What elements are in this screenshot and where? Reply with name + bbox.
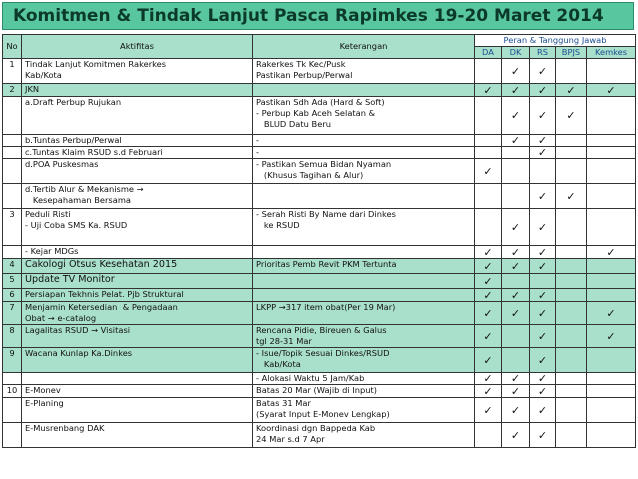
table-row	[3, 135, 636, 147]
cell-role-bpjs	[556, 398, 587, 423]
cell-line: Batas 20 Mar (Wajib di Input)	[256, 385, 377, 395]
cell-line: Obat → e-catalog	[25, 313, 97, 323]
table-row	[3, 184, 636, 209]
cell-line: c.Tuntas Klaim RSUD s.d Februari	[25, 147, 163, 157]
header-row	[3, 35, 636, 47]
check-icon: ✓	[537, 189, 548, 203]
check-icon: ✓	[510, 134, 521, 147]
check-icon: ✓	[483, 83, 493, 97]
cell-role-bpjs	[556, 289, 587, 302]
cell-role-kemkes	[587, 373, 636, 385]
cell-role-dk	[502, 59, 530, 84]
cell-keterangan	[253, 302, 475, 325]
cell-role-da	[475, 398, 502, 423]
check-icon: ✓	[537, 134, 548, 147]
check-icon: ✓	[537, 403, 548, 417]
cell-role-dk	[502, 184, 530, 209]
check-icon: ✓	[537, 109, 548, 122]
table-row	[3, 84, 636, 97]
cell-aktifitas	[22, 84, 253, 97]
cell-no	[3, 147, 22, 159]
check-icon: ✓	[483, 274, 493, 288]
cell-line: Prioritas Pemb Revit PKM Tertunta	[256, 259, 397, 269]
cell-line: Kesepahaman Bersama	[25, 195, 132, 205]
cell-role-bpjs	[556, 159, 587, 184]
cell-aktifitas	[22, 184, 253, 209]
check-icon: ✓	[483, 306, 493, 320]
cell-line: Rencana Pidie, Bireuen & Galus	[256, 325, 387, 335]
table-row	[3, 274, 636, 289]
cell-aktifitas	[22, 289, 253, 302]
cell-no: 2	[3, 84, 22, 97]
cell-role-rs	[530, 274, 556, 289]
header-role-da: DA	[475, 47, 502, 59]
table-row	[3, 373, 636, 385]
table-row	[3, 259, 636, 274]
cell-role-da	[475, 385, 502, 398]
cell-keterangan	[253, 274, 475, 289]
cell-no: 8	[3, 325, 22, 348]
cell-keterangan	[253, 159, 475, 184]
cell-line: Tindak Lanjut Komitmen Rakerkes	[25, 59, 167, 69]
check-icon: ✓	[510, 372, 521, 385]
cell-aktifitas	[22, 259, 253, 274]
table-row	[3, 302, 636, 325]
cell-aktifitas	[22, 59, 253, 84]
cell-role-bpjs	[556, 209, 587, 246]
cell-role-da	[475, 259, 502, 274]
cell-keterangan	[253, 184, 475, 209]
cell-aktifitas	[22, 325, 253, 348]
cell-role-kemkes	[587, 135, 636, 147]
cell-role-bpjs	[556, 259, 587, 274]
cell-aktifitas	[22, 373, 253, 385]
cell-role-da	[475, 246, 502, 259]
check-icon: ✓	[483, 372, 493, 385]
table-row	[3, 398, 636, 423]
table-row	[3, 97, 636, 135]
cell-role-da	[475, 147, 502, 159]
table-row	[3, 385, 636, 398]
cell-keterangan	[253, 385, 475, 398]
check-icon: ✓	[510, 220, 521, 234]
cell-role-da	[475, 373, 502, 385]
cell-role-dk	[502, 398, 530, 423]
cell-line: tgl 28-31 Mar	[256, 336, 312, 346]
cell-line: Peduli Risti	[25, 209, 71, 219]
cell-role-da	[475, 84, 502, 97]
cell-role-kemkes	[587, 423, 636, 448]
cell-aktifitas	[22, 147, 253, 159]
check-icon: ✓	[537, 428, 548, 442]
cell-line: Pastikan Perbup/Perwal	[256, 70, 353, 80]
cell-role-dk	[502, 84, 530, 97]
header-role-dk: DK	[502, 47, 530, 59]
cell-line: b.Tuntas Perbup/Perwal	[25, 135, 122, 145]
cell-line: (Khusus Tagihan & Alur)	[256, 170, 364, 180]
cell-line: Batas 31 Mar	[256, 398, 311, 408]
check-icon: ✓	[510, 259, 521, 273]
cell-keterangan	[253, 84, 475, 97]
cell-line: E-Planing	[25, 398, 64, 408]
check-icon: ✓	[483, 384, 493, 398]
cell-line: BLUD Datu Beru	[256, 119, 331, 129]
cell-line: Koordinasi dgn Bappeda Kab	[256, 423, 376, 433]
check-icon: ✓	[537, 220, 548, 234]
cell-role-rs	[530, 259, 556, 274]
check-icon: ✓	[510, 245, 521, 259]
cell-role-kemkes	[587, 385, 636, 398]
table-row	[3, 159, 636, 184]
cell-role-rs	[530, 147, 556, 159]
cell-role-bpjs	[556, 423, 587, 448]
cell-role-bpjs	[556, 246, 587, 259]
cell-role-da	[475, 209, 502, 246]
check-icon: ✓	[537, 306, 548, 320]
cell-no: 10	[3, 385, 22, 398]
cell-line: E-Monev	[25, 385, 61, 395]
check-icon: ✓	[537, 384, 548, 398]
cell-line: Lagalitas RSUD → Visitasi	[25, 325, 131, 335]
cell-role-dk	[502, 259, 530, 274]
cell-keterangan	[253, 325, 475, 348]
cell-role-rs	[530, 246, 556, 259]
cell-line: - Perbup Kab Aceh Selatan &	[256, 108, 376, 118]
cell-no	[3, 246, 22, 259]
check-icon: ✓	[537, 146, 548, 159]
cell-role-bpjs	[556, 385, 587, 398]
cell-line: d.POA Puskesmas	[25, 159, 99, 169]
cell-role-bpjs	[556, 373, 587, 385]
cell-line: - Pastikan Semua Bidan Nyaman	[256, 159, 392, 169]
check-icon: ✓	[483, 259, 493, 273]
cell-role-dk	[502, 159, 530, 184]
page-title: Komitmen & Tindak Lanjut Pasca Rapimkes 19-20 Maret 2014	[2, 2, 634, 30]
cell-role-bpjs	[556, 147, 587, 159]
cell-role-bpjs	[556, 274, 587, 289]
cell-role-kemkes	[587, 348, 636, 373]
cell-role-rs	[530, 385, 556, 398]
cell-role-rs	[530, 373, 556, 385]
cell-no	[3, 135, 22, 147]
cell-no	[3, 423, 22, 448]
cell-role-kemkes	[587, 274, 636, 289]
check-icon: ✓	[537, 83, 548, 97]
cell-line: (Syarat Input E-Monev Lengkap)	[256, 409, 390, 419]
cell-line: Pastikan Sdh Ada (Hard & Soft)	[256, 97, 385, 107]
cell-no: 5	[3, 274, 22, 289]
cell-role-dk	[502, 274, 530, 289]
cell-keterangan	[253, 59, 475, 84]
table-row	[3, 289, 636, 302]
cell-role-dk	[502, 325, 530, 348]
check-icon: ✓	[510, 83, 521, 97]
cell-no: 1	[3, 59, 22, 84]
cell-no	[3, 373, 22, 385]
cell-line: - Isue/Topik Sesuai Dinkes/RSUD	[256, 348, 390, 358]
check-icon: ✓	[510, 306, 521, 320]
cell-role-dk	[502, 302, 530, 325]
cell-line: Menjamin Ketersedian & Pengadaan	[25, 302, 178, 312]
check-icon: ✓	[606, 329, 616, 343]
cell-line: 24 Mar s.d 7 Apr	[256, 434, 325, 444]
cell-line: Wacana Kunlap Ka.Dinkes	[25, 348, 133, 358]
cell-role-da	[475, 97, 502, 135]
cell-role-bpjs	[556, 348, 587, 373]
table-row	[3, 325, 636, 348]
cell-no	[3, 184, 22, 209]
cell-line: Kab/Kota	[256, 359, 301, 369]
cell-keterangan	[253, 147, 475, 159]
cell-line: d.Tertib Alur & Mekanisme →	[25, 184, 144, 194]
cell-keterangan	[253, 246, 475, 259]
cell-keterangan	[253, 259, 475, 274]
check-icon: ✓	[483, 164, 493, 178]
cell-no: 3	[3, 209, 22, 246]
cell-line: Kab/Kota	[25, 70, 62, 80]
check-icon: ✓	[510, 403, 521, 417]
cell-aktifitas	[22, 348, 253, 373]
cell-keterangan	[253, 135, 475, 147]
cell-role-dk	[502, 348, 530, 373]
cell-role-rs	[530, 59, 556, 84]
header-role-rs: RS	[530, 47, 556, 59]
cell-role-kemkes	[587, 246, 636, 259]
cell-keterangan	[253, 209, 475, 246]
cell-aktifitas	[22, 423, 253, 448]
cell-role-rs	[530, 209, 556, 246]
cell-keterangan	[253, 97, 475, 135]
cell-role-da	[475, 135, 502, 147]
cell-role-dk	[502, 289, 530, 302]
cell-role-da	[475, 348, 502, 373]
table-row	[3, 348, 636, 373]
cell-aktifitas	[22, 398, 253, 423]
check-icon: ✓	[606, 245, 616, 259]
cell-no: 4	[3, 259, 22, 274]
cell-role-dk	[502, 147, 530, 159]
header-role-bpjs: BPJS	[556, 47, 587, 59]
cell-role-dk	[502, 246, 530, 259]
check-icon: ✓	[566, 189, 576, 203]
cell-line: Update TV Monitor	[25, 274, 115, 285]
cell-aktifitas	[22, 385, 253, 398]
cell-aktifitas	[22, 97, 253, 135]
cell-role-bpjs	[556, 184, 587, 209]
cell-role-bpjs	[556, 59, 587, 84]
cell-line: ke RSUD	[256, 220, 300, 230]
cell-line: Rakerkes Tk Kec/Pusk	[256, 59, 346, 69]
cell-aktifitas	[22, 135, 253, 147]
cell-role-kemkes	[587, 84, 636, 97]
check-icon: ✓	[510, 64, 521, 78]
cell-no: 9	[3, 348, 22, 373]
check-icon: ✓	[537, 329, 548, 343]
check-icon: ✓	[537, 259, 548, 273]
table-row	[3, 423, 636, 448]
check-icon: ✓	[510, 288, 521, 302]
cell-role-rs	[530, 302, 556, 325]
cell-role-da	[475, 423, 502, 448]
check-icon: ✓	[566, 83, 576, 97]
cell-role-rs	[530, 84, 556, 97]
cell-role-dk	[502, 209, 530, 246]
cell-line: -	[256, 135, 259, 145]
cell-no	[3, 97, 22, 135]
check-icon: ✓	[537, 372, 548, 385]
cell-role-rs	[530, 289, 556, 302]
cell-role-da	[475, 325, 502, 348]
cell-role-rs	[530, 135, 556, 147]
cell-role-dk	[502, 373, 530, 385]
check-icon: ✓	[606, 306, 616, 320]
commitment-table	[2, 34, 636, 448]
cell-aktifitas	[22, 209, 253, 246]
cell-line: E-Musrenbang DAK	[25, 423, 105, 433]
check-icon: ✓	[483, 288, 493, 302]
check-icon: ✓	[483, 353, 493, 367]
cell-role-da	[475, 59, 502, 84]
cell-role-kemkes	[587, 259, 636, 274]
cell-aktifitas	[22, 302, 253, 325]
cell-keterangan	[253, 348, 475, 373]
cell-role-kemkes	[587, 97, 636, 135]
check-icon: ✓	[483, 329, 493, 343]
cell-role-rs	[530, 159, 556, 184]
check-icon: ✓	[537, 64, 548, 78]
cell-role-rs	[530, 398, 556, 423]
check-icon: ✓	[537, 353, 548, 367]
table-body	[3, 59, 636, 448]
check-icon: ✓	[510, 384, 521, 398]
cell-role-bpjs	[556, 97, 587, 135]
cell-role-rs	[530, 97, 556, 135]
table-row	[3, 209, 636, 246]
cell-role-da	[475, 274, 502, 289]
cell-role-kemkes	[587, 147, 636, 159]
cell-role-da	[475, 159, 502, 184]
check-icon: ✓	[483, 403, 493, 417]
check-icon: ✓	[510, 428, 521, 442]
header-no: No	[3, 35, 22, 59]
cell-role-rs	[530, 325, 556, 348]
cell-line: - Uji Coba SMS Ka. RSUD	[25, 220, 128, 230]
table-row	[3, 246, 636, 259]
cell-role-bpjs	[556, 325, 587, 348]
cell-role-bpjs	[556, 302, 587, 325]
cell-role-da	[475, 184, 502, 209]
check-icon: ✓	[537, 288, 548, 302]
cell-keterangan	[253, 423, 475, 448]
cell-role-rs	[530, 348, 556, 373]
table-row	[3, 147, 636, 159]
cell-keterangan	[253, 289, 475, 302]
cell-aktifitas	[22, 246, 253, 259]
header-role-kemkes: Kemkes	[587, 47, 636, 59]
cell-no: 7	[3, 302, 22, 325]
cell-role-bpjs	[556, 84, 587, 97]
cell-role-dk	[502, 385, 530, 398]
cell-role-kemkes	[587, 159, 636, 184]
check-icon: ✓	[606, 83, 616, 97]
cell-role-kemkes	[587, 289, 636, 302]
cell-line: Cakologi Otsus Kesehatan 2015	[25, 259, 178, 270]
cell-aktifitas	[22, 274, 253, 289]
cell-no	[3, 398, 22, 423]
cell-line: JKN	[25, 84, 40, 94]
cell-line: -	[256, 147, 259, 157]
cell-line: a.Draft Perbup Rujukan	[25, 97, 122, 107]
cell-role-kemkes	[587, 398, 636, 423]
cell-role-da	[475, 289, 502, 302]
check-icon: ✓	[566, 109, 576, 122]
cell-no: 6	[3, 289, 22, 302]
cell-role-dk	[502, 135, 530, 147]
cell-role-kemkes	[587, 59, 636, 84]
cell-role-kemkes	[587, 184, 636, 209]
table-row	[3, 59, 636, 84]
cell-line: Persiapan Tekhnis Pelat. Pjb Struktural	[25, 289, 184, 299]
cell-role-kemkes	[587, 209, 636, 246]
cell-role-rs	[530, 184, 556, 209]
cell-keterangan	[253, 373, 475, 385]
header-aktifitas: Aktifitas	[22, 35, 253, 59]
cell-role-dk	[502, 97, 530, 135]
cell-role-rs	[530, 423, 556, 448]
cell-line: - Serah Risti By Name dari Dinkes	[256, 209, 396, 219]
cell-aktifitas	[22, 159, 253, 184]
check-icon: ✓	[537, 245, 548, 259]
cell-role-dk	[502, 423, 530, 448]
cell-keterangan	[253, 398, 475, 423]
cell-line: - Kejar MDGs	[25, 246, 79, 256]
cell-role-da	[475, 302, 502, 325]
cell-role-bpjs	[556, 135, 587, 147]
check-icon: ✓	[483, 245, 493, 259]
cell-no	[3, 159, 22, 184]
cell-line: LKPP →317 item obat(Per 19 Mar)	[256, 302, 396, 312]
header-peran: Peran & Tanggung Jawab	[475, 35, 636, 47]
cell-role-kemkes	[587, 325, 636, 348]
header-keterangan: Keterangan	[253, 35, 475, 59]
cell-role-kemkes	[587, 302, 636, 325]
cell-line: - Alokasi Waktu 5 Jam/Kab	[256, 373, 365, 383]
check-icon: ✓	[510, 109, 521, 122]
